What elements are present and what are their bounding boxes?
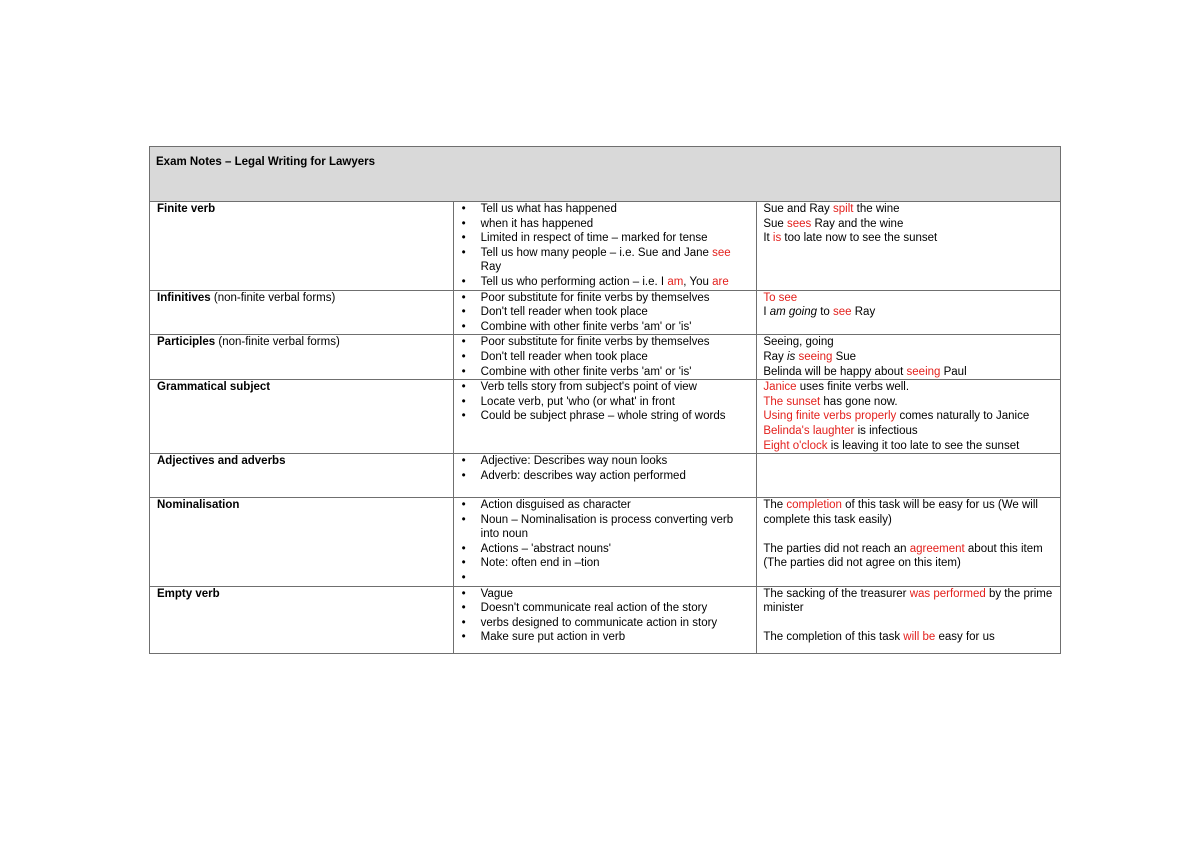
term-cell [150,454,454,498]
note-item: • Adverb: describes way action performed [460,469,751,484]
term-cell [150,202,454,291]
note-item: • Action disguised as character [460,498,751,513]
term-label: Finite verb [157,203,216,215]
notes-cell [453,290,757,335]
note-item: • Note: often end in –tion [460,556,751,571]
note-item: • Noun – Nominalisation is process converting verb into noun [460,513,751,542]
example-line: I am going to see Ray [763,306,876,319]
note-item: • Tell us who performing action – i.e. I am, You are [460,275,751,290]
examples-cell [757,454,1061,498]
term-cell [150,380,454,454]
note-item: • Combine with other finite verbs 'am' or 'is' [460,320,751,335]
note-item: • Tell us what has happened [460,202,751,217]
examples-cell [757,380,1061,454]
term-cell [150,498,454,587]
examples-cell [757,498,1061,587]
example-line: Belinda will be happy about seeing Paul [763,365,967,378]
note-item: • Could be subject phrase – whole string of words [460,409,751,424]
note-item: • Locate verb, put 'who (or what' in front [460,395,751,410]
example-line: To see [763,291,798,304]
notes-table [149,146,1061,654]
example-line: Belinda's laughter is infectious [763,424,918,437]
note-item: • Verb tells story from subject's point of view [460,380,751,395]
notes-cell [453,454,757,498]
term-cell [150,586,454,653]
notes-cell [453,498,757,587]
notes-cell [453,380,757,454]
term-label: Empty verb [157,587,220,600]
table-row [150,202,1061,291]
term-suffix: (non-finite verbal forms) [215,336,340,349]
term-label: Nominalisation [157,499,240,512]
example-line: Sue sees Ray and the wine [763,217,904,230]
examples-cell [757,586,1061,653]
notes-cell [453,202,757,291]
example-line: Sue and Ray spilt the wine [763,203,900,215]
example-line: The completion of this task will be easy for us (We will complete this task easily) [763,499,1038,526]
term-cell [150,290,454,335]
example-line: The parties did not reach an agreement about this item (The parties did not agree on this item) [763,542,1043,570]
example-line: The completion of this task will be easy for us [763,631,995,644]
example-line: The sacking of the treasurer was performed by the prime minister [763,587,1053,615]
example-line: Janice uses finite verbs well. [763,381,910,394]
example-line: Using finite verbs properly comes naturally to Janice [763,410,1030,423]
examples-cell [757,335,1061,380]
note-item: • Poor substitute for finite verbs by themselves [460,291,751,306]
note-item: • Don't tell reader when took place [460,305,751,320]
table-row [150,454,1061,498]
note-item: • Make sure put action in verb [460,630,751,645]
notes-cell [453,586,757,653]
examples-cell [757,290,1061,335]
term-cell [150,335,454,380]
note-item: • when it has happened [460,217,751,232]
table-row [150,498,1061,587]
term-label: Infinitives [157,291,211,304]
term-suffix: (non-finite verbal forms) [210,291,336,304]
note-item: • Doesn't communicate real action of the story [460,601,751,616]
term-label: Participles [157,336,216,349]
note-item: • Poor substitute for finite verbs by themselves [460,335,751,350]
term-label: Adjectives and adverbs [157,455,286,468]
notes-cell [453,335,757,380]
note-item: • Vague [460,587,751,602]
examples-cell [757,202,1061,291]
table-title: Exam Notes – Legal Writing for Lawyers [150,147,1061,202]
example-line: Ray is seeing Sue [763,350,857,363]
note-item: • Actions – 'abstract nouns' [460,542,751,557]
example-line: Seeing, going [763,336,834,349]
example-line: Eight o'clock is leaving it too late to see the sunset [763,439,1020,452]
table-row [150,380,1061,454]
table-row [150,290,1061,335]
example-line: It is too late now to see the sunset [763,232,938,245]
table-row [150,586,1061,653]
note-item: • Limited in respect of time – marked for tense [460,231,751,246]
note-item: • Adjective: Describes way noun looks [460,454,751,469]
title-row [150,147,1061,202]
note-item: • verbs designed to communicate action in story [460,616,751,631]
example-line: The sunset has gone now. [763,395,898,408]
note-item: • Tell us how many people – i.e. Sue and Jane see Ray [460,246,751,275]
term-label: Grammatical subject [157,381,271,394]
table-row [150,335,1061,380]
note-item: • Combine with other finite verbs 'am' or 'is' [460,365,751,380]
note-item [460,571,751,586]
note-item: • Don't tell reader when took place [460,350,751,365]
